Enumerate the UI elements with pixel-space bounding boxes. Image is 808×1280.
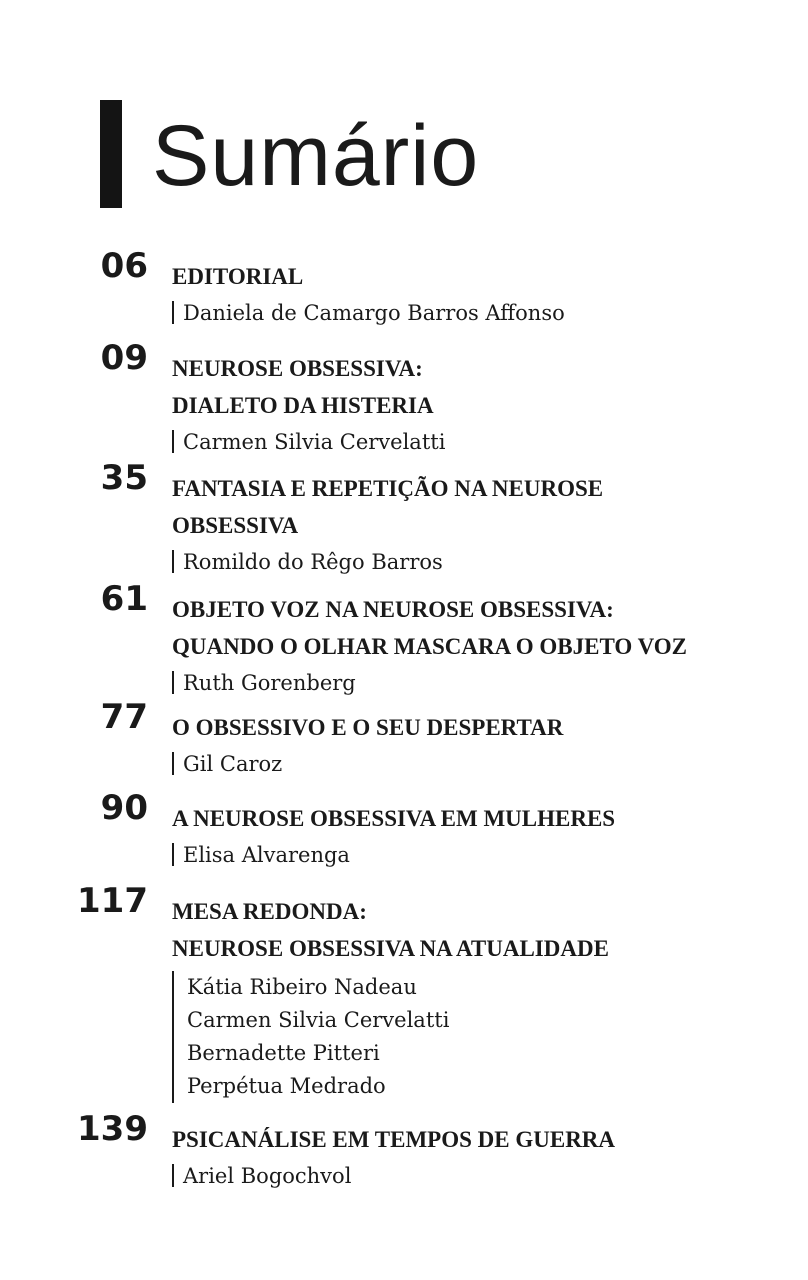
page-number: 90 bbox=[100, 788, 148, 828]
entry-title-line: O OBSESSIVO E O SEU DESPERTAR bbox=[172, 715, 564, 740]
entry-title bbox=[172, 893, 609, 967]
entry-title-line: NEUROSE OBSESSIVA: bbox=[172, 356, 423, 381]
entry-author: Gil Caroz bbox=[172, 746, 282, 783]
entry-title-line: FANTASIA E REPETIÇÃO NA NEUROSE bbox=[172, 476, 604, 501]
entry-author: Carmen Silvia Cervelatti bbox=[187, 1008, 450, 1032]
entry-author: Romildo do Rêgo Barros bbox=[172, 544, 443, 581]
entry-title bbox=[172, 470, 603, 544]
entry-author: Daniela de Camargo Barros Affonso bbox=[172, 295, 565, 332]
entry-title-line: MESA REDONDA: bbox=[172, 899, 367, 924]
entry-author: Elisa Alvarenga bbox=[172, 837, 350, 874]
entry-author: Ariel Bogochvol bbox=[172, 1158, 351, 1195]
entry-author: Carmen Silvia Cervelatti bbox=[172, 424, 445, 461]
entry-title-line: QUANDO O OLHAR MASCARA O OBJETO VOZ bbox=[172, 634, 687, 659]
page-number: 35 bbox=[100, 458, 148, 498]
entry-author: Perpétua Medrado bbox=[187, 1074, 386, 1098]
entry-title-line: OBSESSIVA bbox=[172, 513, 299, 538]
entry-title bbox=[172, 350, 434, 424]
entry-title-line: A NEUROSE OBSESSIVA EM MULHERES bbox=[172, 806, 616, 831]
entry-title bbox=[172, 1121, 615, 1158]
page-number: 61 bbox=[100, 579, 148, 619]
entry-author-group bbox=[172, 971, 449, 1103]
entry-title-line: NEUROSE OBSESSIVA NA ATUALIDADE bbox=[172, 936, 609, 961]
entry-title-line: EDITORIAL bbox=[172, 264, 304, 289]
page-number: 09 bbox=[100, 338, 148, 378]
entry-title-line: OBJETO VOZ NA NEUROSE OBSESSIVA: bbox=[172, 597, 614, 622]
page-number: 117 bbox=[77, 881, 148, 921]
page-number: 77 bbox=[100, 697, 148, 737]
entry-author: Kátia Ribeiro Nadeau bbox=[187, 975, 417, 999]
entry-title-line: PSICANÁLISE EM TEMPOS DE GUERRA bbox=[172, 1127, 616, 1152]
entry-title bbox=[172, 258, 303, 295]
page-title: Sumário bbox=[152, 108, 480, 204]
entry-title-line: DIALETO DA HISTERIA bbox=[172, 393, 434, 418]
page-number: 06 bbox=[100, 246, 148, 286]
entry-title bbox=[172, 591, 687, 665]
toc-header bbox=[100, 100, 479, 208]
entry-title bbox=[172, 709, 563, 746]
entry-author: Ruth Gorenberg bbox=[172, 665, 356, 702]
entry-title bbox=[172, 800, 615, 837]
title-accent-bar bbox=[100, 100, 122, 208]
page-number: 139 bbox=[77, 1109, 148, 1149]
entry-author: Bernadette Pitteri bbox=[187, 1041, 380, 1065]
